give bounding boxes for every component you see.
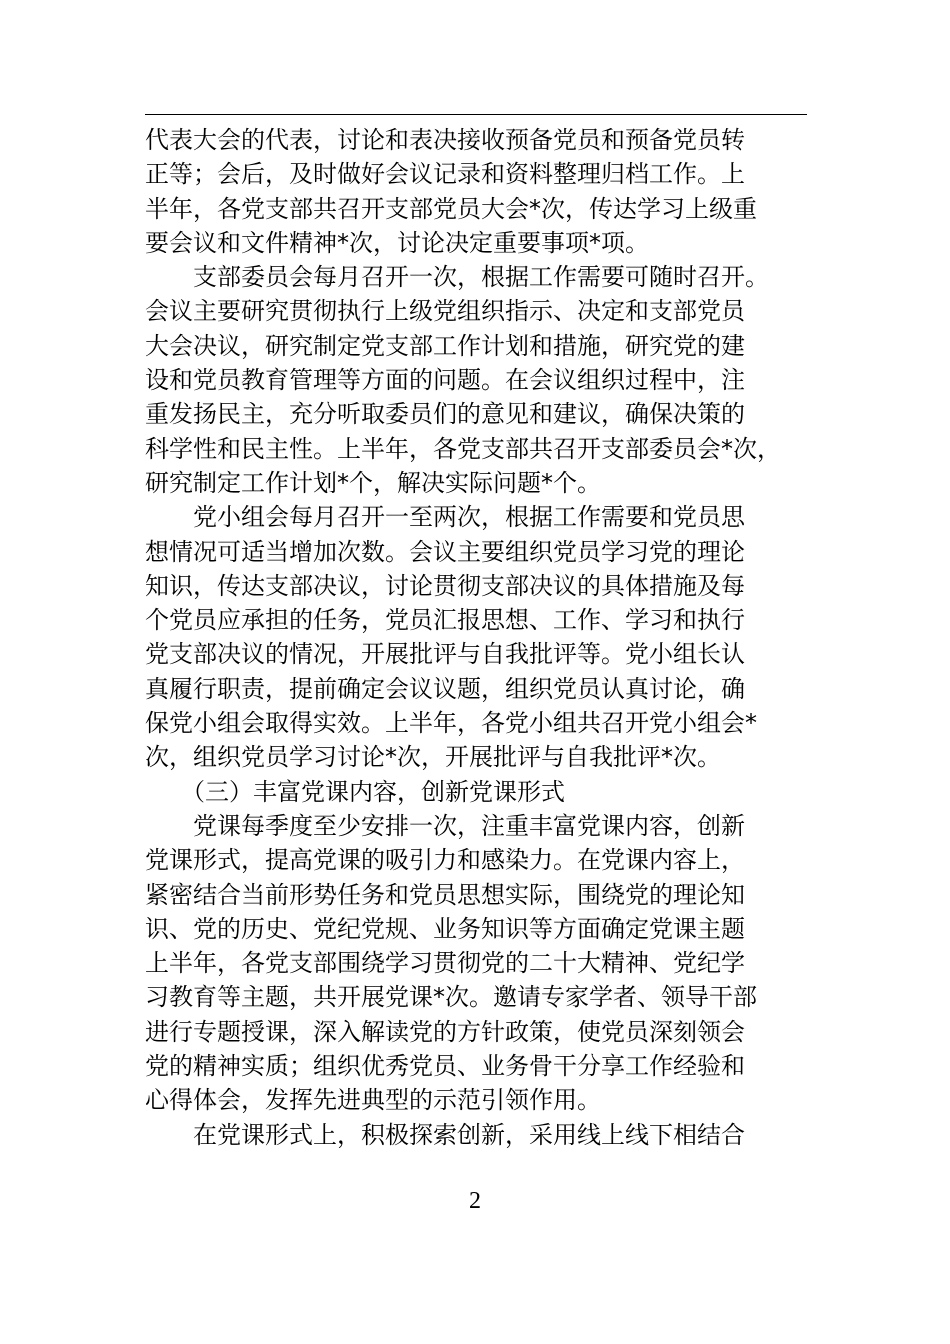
text-line: 次，组织党员学习讨论*次，开展批评与自我批评*次。 bbox=[145, 743, 721, 772]
header-rule bbox=[145, 114, 807, 115]
text-line: 重发扬民主，充分听取委员们的意见和建议，确保决策的 bbox=[145, 400, 745, 429]
text-line: 党支部决议的情况，开展批评与自我批评等。党小组长认 bbox=[145, 640, 745, 669]
text-line: 研究制定工作计划*个，解决实际问题*个。 bbox=[145, 468, 601, 497]
text-line: 心得体会，发挥先进典型的示范引领作用。 bbox=[145, 1086, 601, 1115]
text-line: 党的精神实质；组织优秀党员、业务骨干分享工作经验和 bbox=[145, 1052, 745, 1081]
text-line: 保党小组会取得实效。上半年，各党小组共召开党小组会* bbox=[145, 709, 757, 738]
document-body bbox=[145, 123, 815, 1152]
text-line: 要会议和文件精神*次，讨论决定重要事项*项。 bbox=[145, 228, 649, 257]
text-line: 正等；会后，及时做好会议记录和资料整理归档工作。上 bbox=[145, 160, 745, 189]
text-line: 科学性和民主性。上半年，各党支部共召开支部委员会*次， bbox=[145, 434, 781, 463]
text-line: 进行专题授课，深入解读党的方针政策，使党员深刻领会 bbox=[145, 1017, 745, 1046]
text-line: 知识，传达支部决议，讨论贯彻支部决议的具体措施及每 bbox=[145, 571, 745, 600]
section-heading: （三）丰富党课内容，创新党课形式 bbox=[145, 777, 565, 806]
text-line: 个党员应承担的任务，党员汇报思想、工作、学习和执行 bbox=[145, 606, 745, 635]
text-line: 习教育等主题，共开展党课*次。邀请专家学者、领导干部 bbox=[145, 983, 757, 1012]
text-line: 真履行职责，提前确定会议议题，组织党员认真讨论，确 bbox=[145, 674, 745, 703]
paragraph-start-line: 支部委员会每月召开一次，根据工作需要可随时召开。 bbox=[145, 263, 769, 292]
text-line: 识、党的历史、党纪党规、业务知识等方面确定党课主题 bbox=[145, 914, 745, 943]
text-line: 大会决议，研究制定党支部工作计划和措施，研究党的建 bbox=[145, 331, 745, 360]
page-number: 2 bbox=[469, 1188, 481, 1214]
paragraph-start-line: 党小组会每月召开一至两次，根据工作需要和党员思 bbox=[145, 503, 745, 532]
text-line: 半年，各党支部共召开支部党员大会*次，传达学习上级重 bbox=[145, 194, 757, 223]
paragraph-start-line: 党课每季度至少安排一次，注重丰富党课内容，创新 bbox=[145, 811, 745, 840]
text-line: 紧密结合当前形势任务和党员思想实际，围绕党的理论知 bbox=[145, 880, 745, 909]
text-line: 代表大会的代表，讨论和表决接收预备党员和预备党员转 bbox=[145, 126, 745, 154]
text-line: 党课形式，提高党课的吸引力和感染力。在党课内容上， bbox=[145, 846, 745, 875]
text-line: 上半年，各党支部围绕学习贯彻党的二十大精神、党纪学 bbox=[145, 949, 745, 978]
text-line: 会议主要研究贯彻执行上级党组织指示、决定和支部党员 bbox=[145, 297, 745, 326]
paragraph-start-line: 在党课形式上，积极探索创新，采用线上线下相结合 bbox=[145, 1120, 745, 1149]
text-line: 设和党员教育管理等方面的问题。在会议组织过程中，注 bbox=[145, 366, 745, 395]
text-line: 想情况可适当增加次数。会议主要组织党员学习党的理论 bbox=[145, 537, 745, 566]
